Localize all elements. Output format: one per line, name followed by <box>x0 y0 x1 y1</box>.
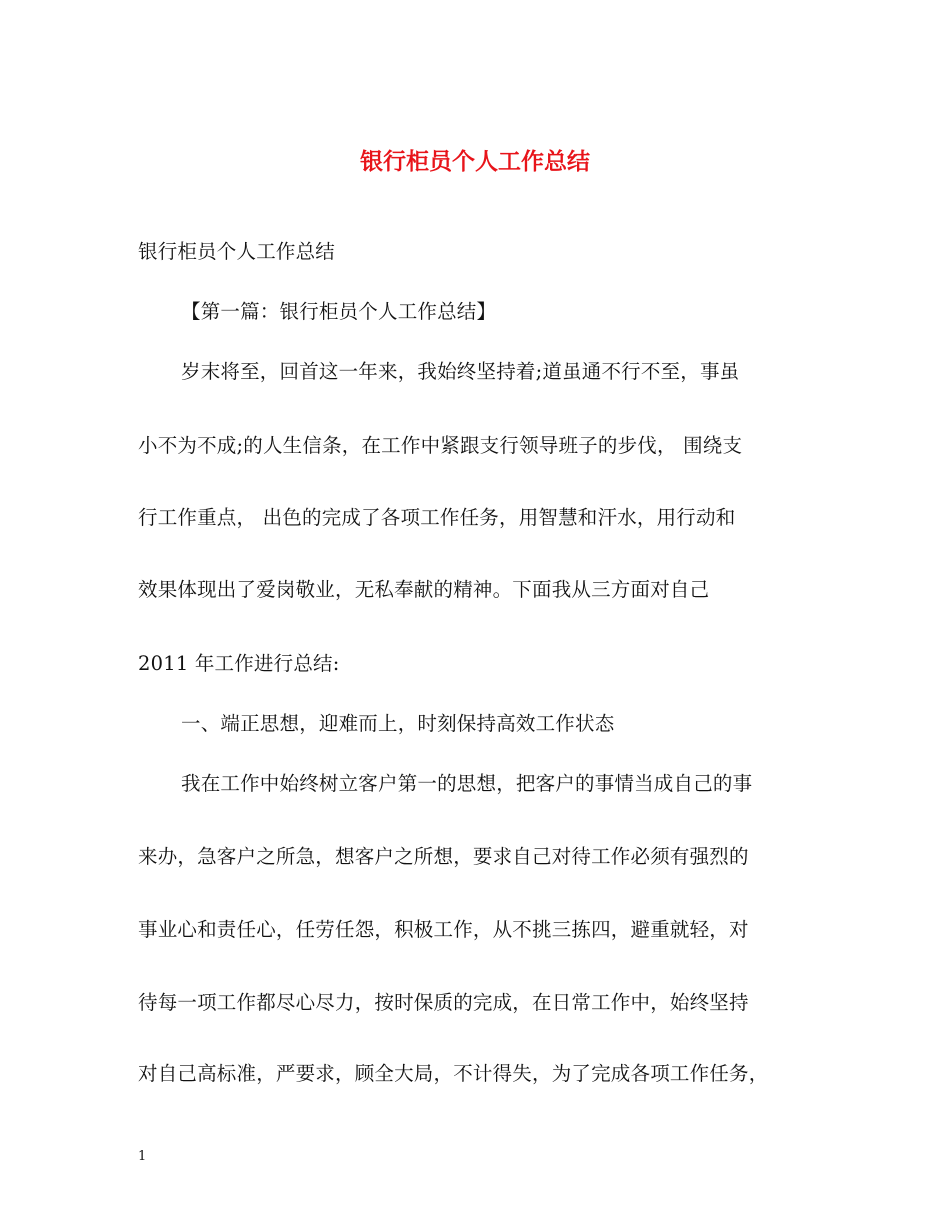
section-heading: 【第一篇：银行柜员个人工作总结】 <box>181 300 497 323</box>
subtitle-line: 银行柜员个人工作总结 <box>138 240 336 263</box>
paragraph-line: 待每一项工作都尽心尽力，按时保质的完成，在日常工作中，始终坚持 <box>138 991 749 1014</box>
paragraph-line: 2011 年工作进行总结: <box>138 652 340 675</box>
paragraph-line: 我在工作中始终树立客户第一的思想，把客户的事情当成自己的事 <box>181 772 753 795</box>
page-number: 1 <box>138 1149 147 1164</box>
paragraph-line: 事业心和责任心，任劳任怨，积极工作，从不挑三拣四，避重就轻，对 <box>138 918 749 941</box>
paragraph-line: 对自己高标准，严要求，顾全大局，不计得失，为了完成各项工作任务， <box>138 1062 769 1085</box>
paragraph-line: 效果体现出了爱岗敬业，无私奉献的精神。下面我从三方面对自己 <box>138 578 710 601</box>
paragraph-line: 岁末将至，回首这一年来，我始终坚持着;道虽通不行不至，事虽 <box>181 360 740 383</box>
paragraph-line: 行工作重点， 出色的完成了各项工作任务，用智慧和汗水，用行动和 <box>138 506 736 529</box>
paragraph-line: 来办，急客户之所急，想客户之所想，要求自己对待工作必须有强烈的 <box>138 845 749 868</box>
document-title: 银行柜员个人工作总结 <box>360 148 590 175</box>
section-heading: 一、端正思想，迎难而上，时刻保持高效工作状态 <box>181 712 615 735</box>
paragraph-line: 小不为不成;的人生信条，在工作中紧跟支行领导班子的步伐， 围绕支 <box>138 434 743 457</box>
